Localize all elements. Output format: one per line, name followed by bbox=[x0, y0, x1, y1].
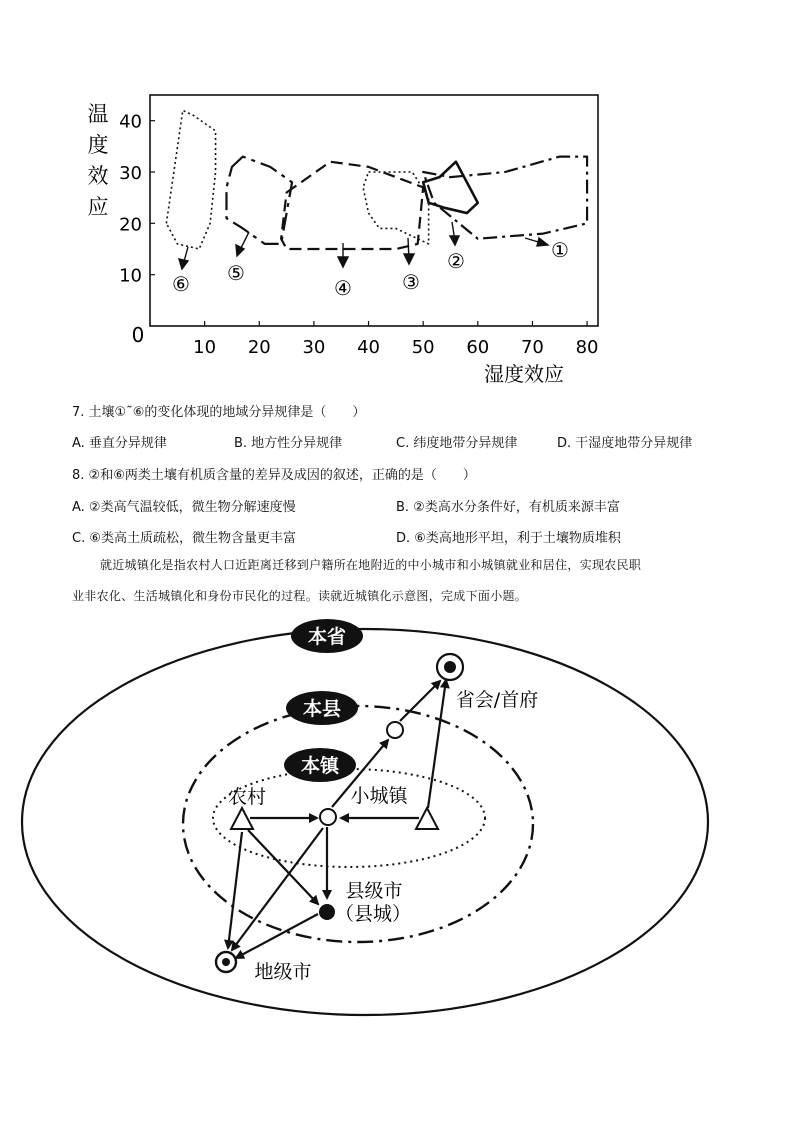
county-seat-label: （县城） bbox=[334, 903, 412, 925]
question-8-stem: 8. ②和⑥两类土壤有机质含量的差异及成因的叙述，正确的是（ ） bbox=[72, 468, 476, 483]
tick-layer bbox=[119, 112, 598, 358]
y-axis-label bbox=[88, 102, 109, 219]
x-tick-label: 80 bbox=[575, 337, 599, 358]
y-tick-label: 40 bbox=[119, 111, 142, 133]
region-⑤ bbox=[226, 157, 292, 244]
level-label-province bbox=[291, 619, 363, 653]
passage bbox=[72, 550, 732, 612]
svg-text:本县: 本县 bbox=[302, 698, 342, 720]
capital-node bbox=[437, 654, 463, 680]
level-label-town bbox=[284, 748, 356, 782]
svg-text:本镇: 本镇 bbox=[300, 755, 340, 777]
x-tick-label: 10 bbox=[193, 337, 217, 358]
soil-effect-chart bbox=[0, 0, 794, 395]
question-7-option-a: A. 垂直分异规律 bbox=[72, 436, 167, 451]
region-label: ③ bbox=[402, 270, 420, 294]
x-tick-label: 20 bbox=[247, 337, 271, 358]
region-⑥ bbox=[166, 110, 215, 249]
village-node-right bbox=[416, 808, 438, 829]
level-label-county bbox=[286, 691, 358, 725]
county-city-node bbox=[319, 904, 335, 920]
region-④ bbox=[281, 162, 423, 249]
region-label: ④ bbox=[334, 276, 352, 300]
small-town-label: 小城镇 bbox=[350, 785, 408, 807]
svg-text:效: 效 bbox=[87, 164, 109, 188]
y-tick-label: 20 bbox=[119, 214, 142, 236]
region-③ bbox=[363, 172, 429, 244]
question-7-option-d: D. 干湿度地带分异规律 bbox=[557, 436, 693, 451]
village-node-left bbox=[231, 808, 253, 829]
x-axis-label: 湿度效应 bbox=[484, 362, 564, 386]
question-8-option-d: D. ⑥类高地形平坦，利于土壤物质堆积 bbox=[396, 531, 621, 546]
region-② bbox=[423, 162, 478, 213]
regions-layer bbox=[166, 110, 587, 249]
question-8-option-b: B. ②类高水分条件好，有机质来源丰富 bbox=[396, 500, 620, 515]
svg-text:本省: 本省 bbox=[307, 626, 347, 648]
province-boundary bbox=[22, 629, 708, 1015]
svg-text:度: 度 bbox=[87, 133, 109, 157]
x-tick-label: 30 bbox=[302, 337, 326, 358]
question-8-option-a: A. ②类高气温较低，微生物分解速度慢 bbox=[72, 500, 296, 515]
x-tick-label: 70 bbox=[520, 337, 544, 358]
small-town-node bbox=[320, 809, 336, 825]
chart-frame bbox=[150, 95, 598, 326]
question-8-option-c: C. ⑥类高土质疏松，微生物含量更丰富 bbox=[72, 531, 296, 546]
passage-line-1: 就近城镇化是指农村人口近距离迁移到户籍所在地附近的中小城市和小城镇就业和居住，实现农民职 bbox=[100, 558, 642, 572]
county-city-label: 县级市 bbox=[345, 880, 403, 902]
x-tick-label: 40 bbox=[357, 337, 380, 358]
region-label: ① bbox=[551, 238, 569, 262]
urbanization-diagram bbox=[0, 610, 794, 1040]
region-label: ⑤ bbox=[227, 261, 245, 285]
y-tick-label: 30 bbox=[119, 163, 142, 184]
village-label: 农村 bbox=[227, 786, 267, 808]
question-7-option-b: B. 地方性分异规律 bbox=[234, 436, 343, 451]
region-labels bbox=[172, 238, 569, 300]
origin-label: 0 bbox=[131, 323, 145, 347]
y-tick-label: 10 bbox=[119, 265, 142, 287]
county-town-node bbox=[387, 722, 403, 738]
prefecture-city-label: 地级市 bbox=[254, 961, 312, 983]
question-7-option-c: C. 纬度地带分异规律 bbox=[396, 436, 518, 451]
x-tick-label: 60 bbox=[466, 337, 490, 358]
passage-line-2: 业非农化、生活城镇化和身份市民化的过程。读就近城镇化示意图，完成下面小题。 bbox=[72, 589, 528, 603]
region-label: ② bbox=[447, 249, 465, 273]
x-tick-label: 50 bbox=[411, 337, 435, 358]
svg-text:应: 应 bbox=[87, 195, 109, 219]
prefecture-city-node bbox=[216, 952, 236, 972]
question-7-stem: 7. 土壤①˜⑥的变化体现的地域分异规律是（ ） bbox=[72, 405, 366, 420]
capital-label: 省会/首府 bbox=[455, 689, 539, 711]
region-label: ⑥ bbox=[172, 272, 190, 296]
svg-text:温: 温 bbox=[87, 102, 109, 126]
